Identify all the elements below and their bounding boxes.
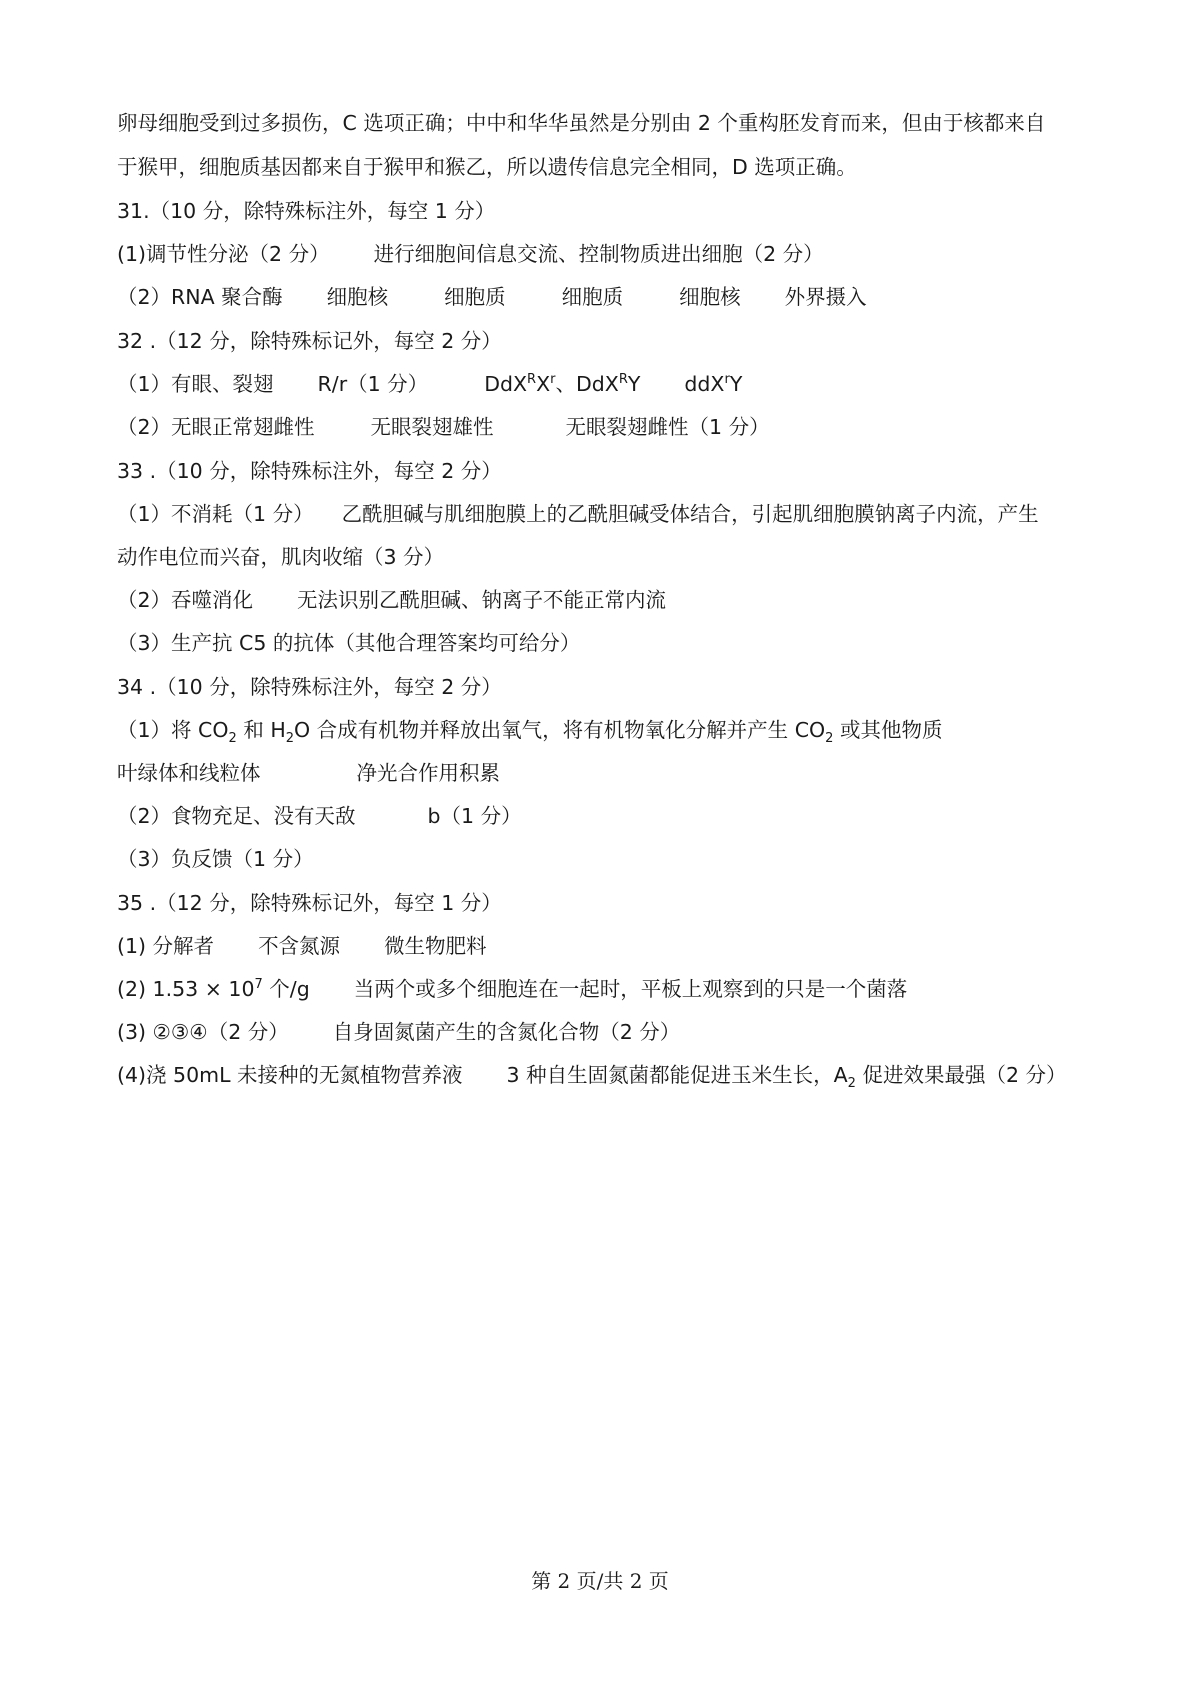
answer: b（1 分） bbox=[427, 804, 522, 828]
answer: 自身固氮菌产生的含氮化合物（2 分） bbox=[332, 1020, 681, 1044]
answer-line bbox=[117, 412, 1140, 442]
answer: （2）吞噬消化 bbox=[117, 588, 254, 612]
answer: 净光合作用积累 bbox=[356, 761, 500, 785]
answer-line bbox=[117, 1060, 1140, 1090]
answer-line bbox=[117, 542, 1140, 572]
answer-line bbox=[117, 974, 1140, 1004]
answer: 细胞质 bbox=[444, 285, 506, 309]
text: 32 .（12 分，除特殊标记外，每空 2 分） bbox=[117, 329, 502, 353]
answer-line bbox=[117, 369, 1140, 399]
answer-line bbox=[117, 499, 1140, 529]
answer: 动作电位而兴奋，肌肉收缩（3 分） bbox=[117, 545, 445, 569]
answer: （1）有眼、裂翅 bbox=[117, 372, 274, 396]
text: 35 .（12 分，除特殊标记外，每空 1 分） bbox=[117, 891, 502, 915]
answer: 外界摄入 bbox=[784, 285, 867, 309]
answer: 微生物肥料 bbox=[384, 934, 487, 958]
question-33-heading bbox=[117, 456, 1140, 486]
answer: 当两个或多个细胞连在一起时，平板上观察到的只是一个菌落 bbox=[353, 977, 908, 1001]
question-35-heading bbox=[117, 888, 1140, 918]
answer: 无法识别乙酰胆碱、钠离子不能正常内流 bbox=[297, 588, 667, 612]
answer: （2）RNA 聚合酶 bbox=[117, 285, 283, 309]
answer: 细胞核 bbox=[326, 285, 389, 309]
text-line bbox=[117, 152, 1140, 182]
answer: 细胞核 bbox=[679, 285, 741, 309]
answer: (1) 分解者 bbox=[117, 934, 215, 958]
text: 34 .（10 分，除特殊标注外，每空 2 分） bbox=[117, 675, 502, 699]
answer-line bbox=[117, 758, 1140, 788]
answer: 不含氮源 bbox=[258, 934, 341, 958]
answer: R/r（1 分） bbox=[317, 372, 429, 396]
answer: （2）无眼正常翅雌性 bbox=[117, 415, 315, 439]
answer: 进行细胞间信息交流、控制物质进出细胞（2 分） bbox=[373, 242, 824, 266]
answer-line bbox=[117, 801, 1140, 831]
text: 卵母细胞受到过多损伤，C 选项正确；中中和华华虽然是分别由 2 个重构胚发育而来，但由于核都来自 bbox=[117, 111, 1046, 135]
answer-line bbox=[117, 844, 1140, 874]
genotype: ddX$^r$Y bbox=[684, 372, 743, 396]
text: 于猴甲，细胞质基因都来自于猴甲和猴乙，所以遗传信息完全相同，D 选项正确。 bbox=[117, 155, 857, 179]
answer: （2）食物充足、没有天敌 bbox=[117, 804, 356, 828]
answer: (1)调节性分泌（2 分） bbox=[117, 242, 330, 266]
page-number-footer: 第 2 页/共 2 页 bbox=[531, 1569, 669, 1593]
answer: (2) $1.53 \times 10^7$ 个/g bbox=[117, 977, 310, 1001]
answer: （1）将 $CO_2$ 和 $H_2O$ 合成有机物并释放出氧气，将有机物氧化分解并产生 $CO_2$ 或其他物质 bbox=[117, 718, 943, 747]
answer: 细胞质 bbox=[561, 285, 624, 309]
answer-line bbox=[117, 628, 1140, 658]
answer-line bbox=[117, 282, 1140, 312]
question-34-heading bbox=[117, 672, 1140, 702]
answer: 无眼裂翅雌性（1 分） bbox=[565, 415, 770, 439]
question-32-heading bbox=[117, 326, 1140, 356]
answer-line bbox=[117, 931, 1140, 961]
answer-line bbox=[117, 1017, 1140, 1047]
answer: 叶绿体和线粒体 bbox=[117, 761, 261, 785]
answer: 3 种自生固氮菌都能促进玉米生长，$A_2$ 促进效果最强（2 分） bbox=[506, 1063, 1067, 1092]
text-line bbox=[117, 108, 1140, 138]
answer-line bbox=[117, 585, 1140, 615]
question-31-heading bbox=[117, 196, 1140, 226]
answer: （1）不消耗（1 分） bbox=[117, 502, 314, 526]
answer: (4)浇 50mL 未接种的无氮植物营养液 bbox=[117, 1063, 463, 1087]
answer: 乙酰胆碱与肌细胞膜上的乙酰胆碱受体结合，引起肌细胞膜钠离子内流，产生 bbox=[341, 502, 1039, 526]
answer: （3）生产抗 C5 的抗体（其他合理答案均可给分） bbox=[117, 631, 581, 655]
genotype: $DdX^RX^r$、DdX$^R$Y bbox=[484, 372, 641, 396]
answer-line bbox=[117, 715, 1140, 745]
answer-line bbox=[117, 239, 1140, 269]
answer: （3）负反馈（1 分） bbox=[117, 847, 314, 871]
answer: 无眼裂翅雄性 bbox=[370, 415, 494, 439]
text: 33 .（10 分，除特殊标注外，每空 2 分） bbox=[117, 459, 502, 483]
answer: (3) ②③④（2 分） bbox=[117, 1020, 289, 1044]
text: 31.（10 分，除特殊标注外，每空 1 分） bbox=[117, 199, 496, 223]
